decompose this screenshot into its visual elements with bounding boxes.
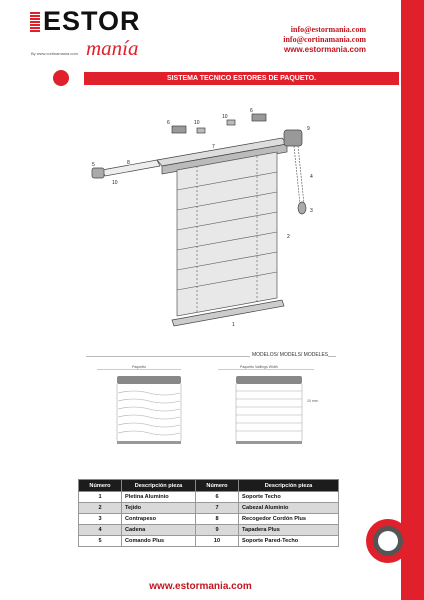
cell-number: 7 bbox=[196, 503, 239, 514]
model1-preview bbox=[116, 375, 182, 445]
svg-text:10: 10 bbox=[112, 180, 118, 186]
cell-number: 4 bbox=[79, 525, 122, 536]
header-number-2: Número bbox=[196, 480, 239, 492]
cell-number: 6 bbox=[196, 492, 239, 503]
table-row bbox=[79, 503, 339, 514]
header-description-2: Descripción pieza bbox=[239, 480, 339, 492]
svg-text:7: 7 bbox=[212, 144, 215, 150]
brand-name: ESTOR bbox=[43, 6, 141, 36]
cell-description: Comando Plus bbox=[122, 536, 196, 547]
svg-text:8: 8 bbox=[127, 160, 130, 166]
table-row bbox=[79, 525, 339, 536]
svg-text:10: 10 bbox=[222, 114, 228, 120]
cell-description: Soporte Techo bbox=[239, 492, 339, 503]
page-title: SISTEMA TECNICO ESTORES DE PAQUETO. bbox=[84, 72, 399, 85]
model2-label: Paquetto Vaillings Width bbox=[240, 365, 278, 369]
cell-description: Pletina Aluminio bbox=[122, 492, 196, 503]
table-row bbox=[79, 514, 339, 525]
blind-exploded-diagram bbox=[72, 108, 332, 338]
cell-number: 10 bbox=[196, 536, 239, 547]
footer-website[interactable]: www.estormania.com bbox=[149, 581, 252, 592]
decorative-ring-icon bbox=[364, 517, 412, 565]
contact-email-2[interactable]: info@cortinamania.com bbox=[283, 35, 366, 44]
svg-text:3: 3 bbox=[310, 208, 313, 214]
cell-description: Cadena bbox=[122, 525, 196, 536]
svg-text:2: 2 bbox=[287, 234, 290, 240]
models-label: MODELOS/ MODELS/ MODELES bbox=[252, 352, 329, 358]
svg-text:4: 4 bbox=[310, 174, 313, 180]
model1-line bbox=[97, 369, 181, 370]
cell-description: Soporte Pared-Techo bbox=[239, 536, 339, 547]
cell-description: Tejido bbox=[122, 503, 196, 514]
brand-suffix: manía bbox=[86, 36, 139, 60]
header-number-1: Número bbox=[79, 480, 122, 492]
svg-text:6: 6 bbox=[167, 120, 170, 126]
parts-table bbox=[78, 479, 339, 547]
svg-text:1: 1 bbox=[232, 322, 235, 328]
table-row bbox=[79, 536, 339, 547]
cell-number: 2 bbox=[79, 503, 122, 514]
header-description-1: Descripción pieza bbox=[122, 480, 196, 492]
cell-description: Recogedor Cordón Plus bbox=[239, 514, 339, 525]
side-red-bar bbox=[401, 0, 424, 600]
model2-preview bbox=[235, 375, 305, 445]
cell-number: 3 bbox=[79, 514, 122, 525]
cell-number: 8 bbox=[196, 514, 239, 525]
brand-by-line: By www.cortinamania.com bbox=[31, 51, 78, 56]
cell-description: Tapadera Plus bbox=[239, 525, 339, 536]
contact-website[interactable]: www.estormania.com bbox=[284, 45, 366, 54]
cell-number: 5 bbox=[79, 536, 122, 547]
svg-text:9: 9 bbox=[307, 126, 310, 132]
logo-blinds-icon bbox=[30, 12, 40, 34]
svg-text:10: 10 bbox=[194, 120, 200, 126]
title-circle-icon bbox=[53, 70, 69, 86]
table-header-row bbox=[79, 480, 339, 492]
cell-number: 1 bbox=[79, 492, 122, 503]
svg-text:6: 6 bbox=[250, 108, 253, 114]
cell-number: 9 bbox=[196, 525, 239, 536]
svg-text:5: 5 bbox=[92, 162, 95, 168]
cell-description: Cabezal Aluminio bbox=[239, 503, 339, 514]
model2-dimension: 10 mm bbox=[307, 399, 318, 403]
cell-description: Contrapeso bbox=[122, 514, 196, 525]
table-row bbox=[79, 492, 339, 503]
model2-line bbox=[218, 369, 314, 370]
model1-label: Paquetto bbox=[132, 365, 147, 369]
contact-email-1[interactable]: info@estormania.com bbox=[290, 25, 366, 34]
